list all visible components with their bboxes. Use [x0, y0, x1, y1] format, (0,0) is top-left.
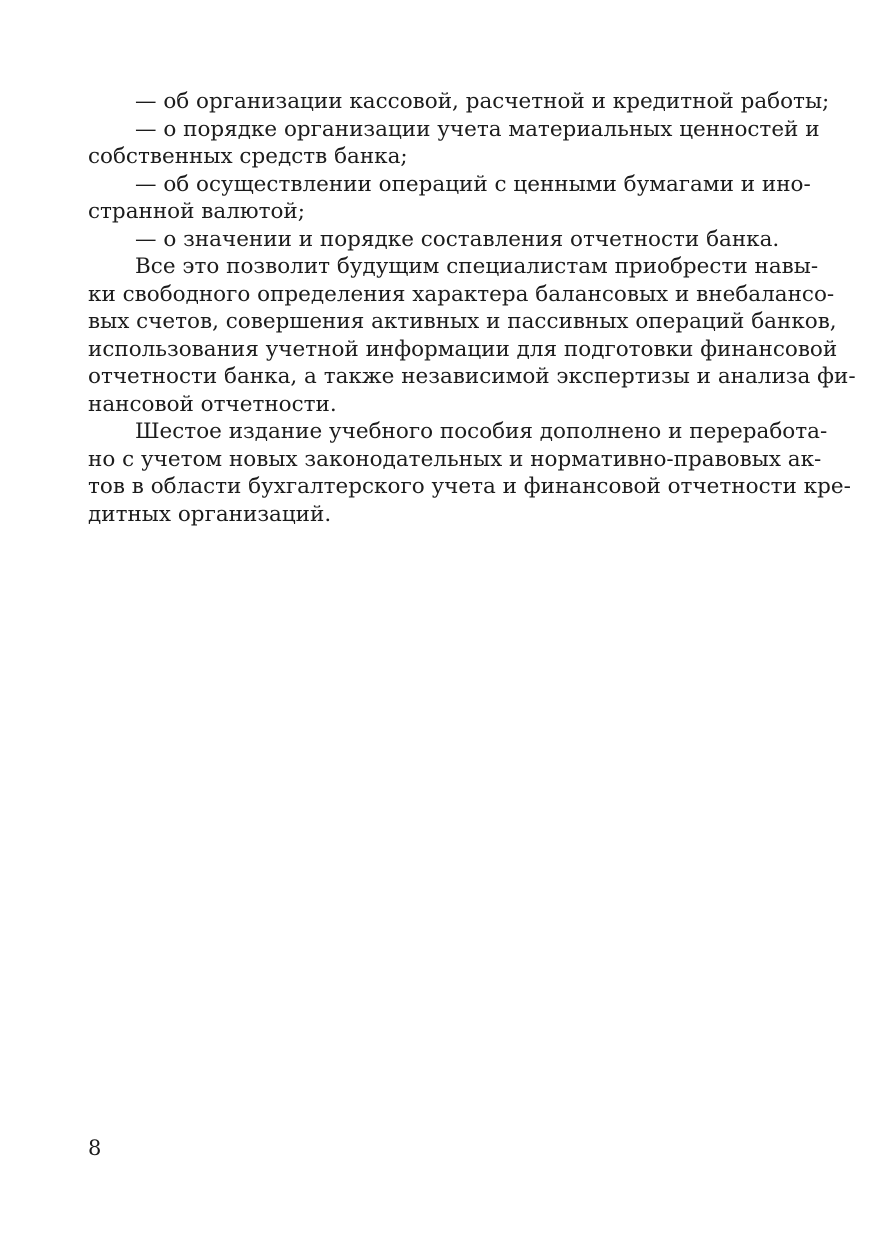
paragraph-sixth-edition [88, 418, 851, 528]
text-line: — об организации кассовой, расчетной и кредитной работы; [135, 89, 830, 114]
text-line: нансовой отчетности. [88, 391, 337, 417]
paragraph-list-item-reporting [88, 226, 788, 254]
text-line: отчетности банка, а также независимой экспертизы и анализа фи- [88, 364, 856, 389]
text-line: Все это позволит будущим специалистам приобрести навы- [135, 254, 819, 279]
text-line: Шестое издание учебного пособия дополнено и переработа- [135, 419, 828, 444]
text-line: тов в области бухгалтерского учета и финансовой отчетности кре- [88, 474, 851, 499]
paragraph-list-item-cash-settlement-credit [88, 88, 830, 116]
paragraph-list-item-securities-currency [88, 171, 811, 226]
text-line: ки свободного определения характера балансовых и внебалансо- [88, 281, 835, 307]
text-line: — о порядке организации учета материальных ценностей и [135, 116, 820, 142]
text-line: — о значении и порядке составления отчетности банка. [135, 226, 780, 252]
text-line: — об осуществлении операций с ценными бумагами и ино- [135, 171, 811, 197]
page-number: 8 [88, 1136, 102, 1160]
paragraph-list-item-material-assets [88, 116, 820, 171]
text-line: использования учетной информации для подготовки финансовой [88, 336, 838, 362]
text-line: собственных средств банка; [88, 144, 408, 169]
body-text [88, 88, 856, 528]
text-line: вых счетов, совершения активных и пассивных операций банков, [88, 309, 837, 334]
text-line: но с учетом новых законодательных и нормативно-правовых ак- [88, 446, 822, 472]
paragraph-specialist-skills [88, 253, 856, 418]
text-line: странной валютой; [88, 199, 305, 224]
text-line: дитных организаций. [88, 501, 332, 527]
